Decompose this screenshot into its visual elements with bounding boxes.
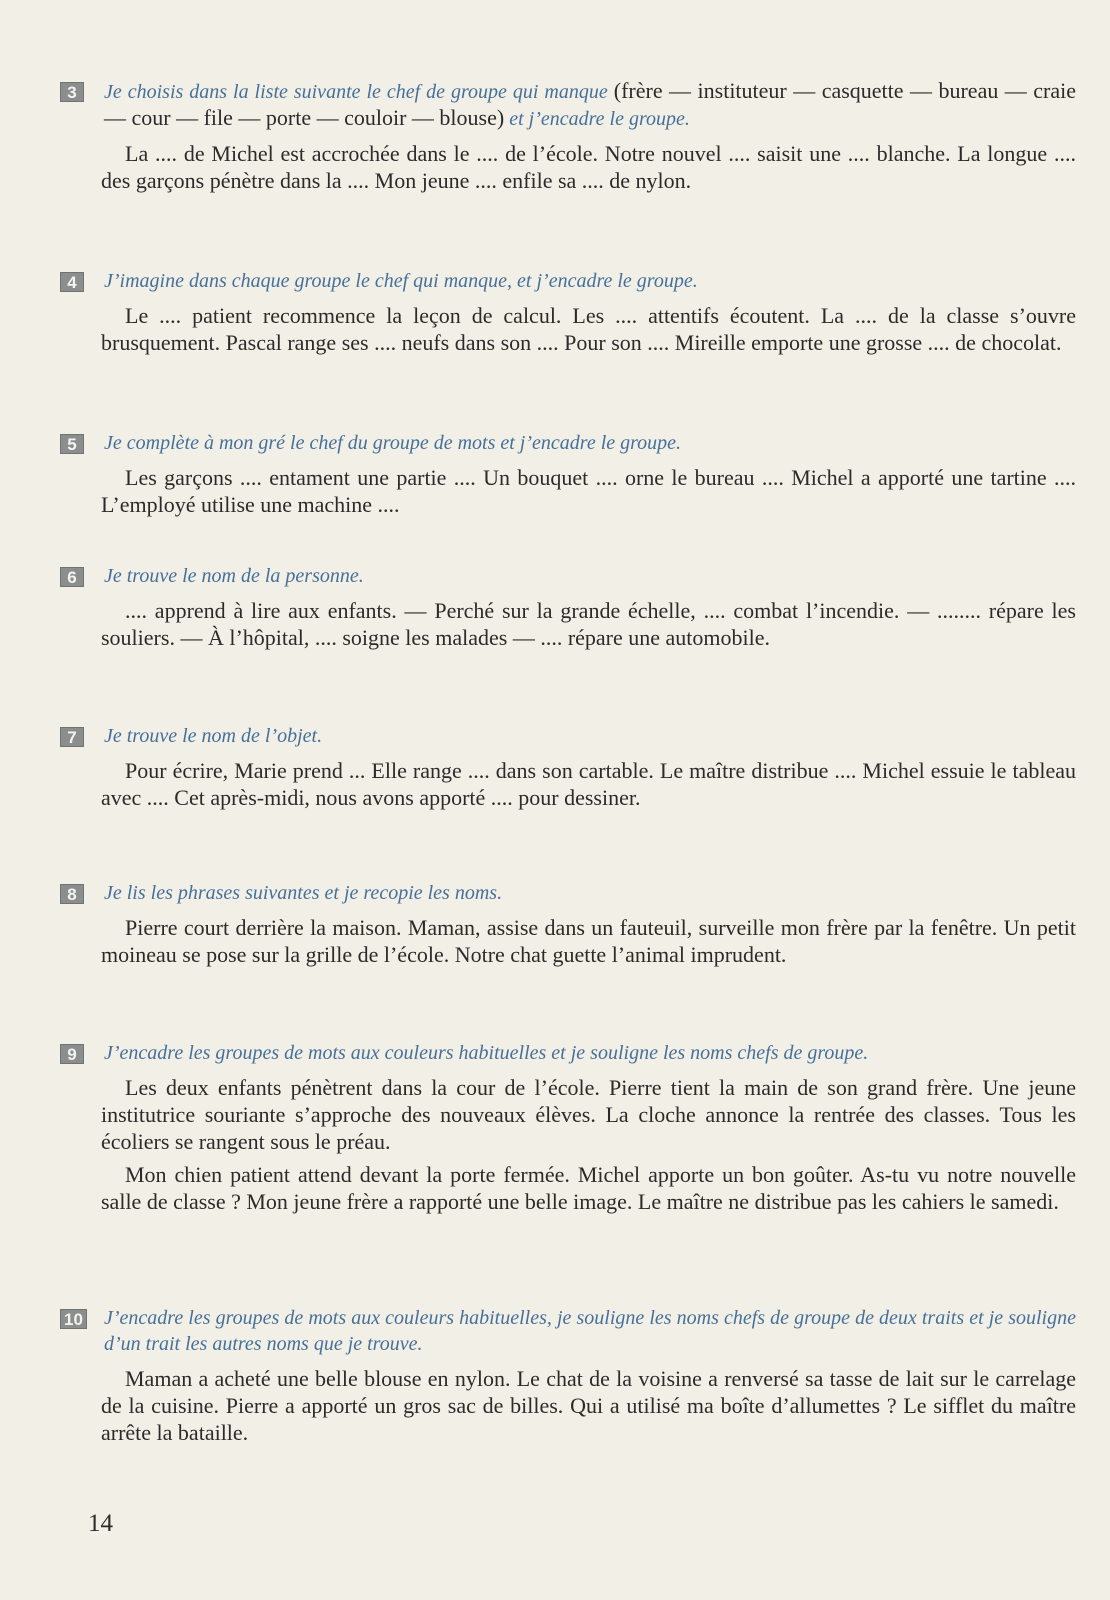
exercise-9 [56,1040,1076,1215]
exercise-number-badge: 7 [60,727,84,747]
exercise-5 [56,430,1076,518]
exercise-instruction: Je trouve le nom de la personne. [104,565,364,587]
exercise-4 [56,268,1076,356]
exercise-number-badge: 6 [60,567,84,587]
exercise-text: Mon chien patient attend devant la porte fermée. Michel apporte un bon goûter. As-tu vu notre nouvelle salle de classe ? Mon jeune frère a rapporté une belle image. Le maître ne distribue pas les cahiers le samedi. [101,1162,1076,1214]
exercise-instruction: Je trouve le nom de l’objet. [104,725,323,747]
exercise-instruction: J’encadre les groupes de mots aux couleurs habituelles, je souligne les noms chefs de groupe de deux traits et je souligne d’un trait les autres noms que je trouve. [104,1307,1076,1355]
exercise-instruction [104,78,1076,132]
exercise-text: Pour écrire, Marie prend ... Elle range .... dans son cartable. Le maître distribue .... Michel essuie le tableau avec .... Cet après-midi, nous avons apporté .... pour dessiner. [101,758,1076,810]
exercise-number-badge: 8 [60,884,84,904]
exercise-text: La .... de Michel est accrochée dans le .... de l’école. Notre nouvel .... saisit une .... blanche. La longue .... des garçons pénètre dans la .... Mon jeune .... enfile sa .... de nylon. [101,141,1076,193]
exercise-number-badge: 9 [60,1044,84,1064]
page-number: 14 [88,1510,113,1537]
exercise-text: .... apprend à lire aux enfants. — Perché sur la grande échelle, .... combat l’incendie. — ........ répare les souliers. — À l’hôpital, .... soigne les malades — .... répare une automobile. [101,598,1076,650]
exercise-instruction: Je complète à mon gré le chef du groupe de mots et j’encadre le groupe. [104,432,682,454]
exercise-7 [56,723,1076,811]
exercise-text: Les deux enfants pénètrent dans la cour de l’école. Pierre tient la main de son grand frère. Une jeune institutrice souriante s’approche des nouveaux élèves. La cloche annonce la rentrée des classes. Tous les écoliers se rangent sous le préau. [101,1075,1076,1154]
exercise-instruction: J’imagine dans chaque groupe le chef qui manque, et j’encadre le groupe. [104,270,698,292]
exercise-6 [56,563,1076,651]
exercise-text: Maman a acheté une belle blouse en nylon. Le chat de la voisine a renversé sa tasse de lait sur le carrelage de la cuisine. Pierre a apporté un gros sac de billes. Qui a utilisé ma boîte d’allumettes ? Le sifflet du maître arrête la bataille. [101,1366,1076,1445]
exercise-number-badge: 4 [60,272,84,292]
exercise-instruction: J’encadre les groupes de mots aux couleurs habituelles et je souligne les noms chefs de groupe. [104,1042,869,1064]
exercise-instruction: Je lis les phrases suivantes et je recopie les noms. [104,882,503,904]
exercise-text: Le .... patient recommence la leçon de calcul. Les .... attentifs écoutent. La .... de la classe s’ouvre brusquement. Pascal range ses .... neufs dans son .... Pour son .... Mireille emporte une grosse .... de chocolat. [101,303,1076,355]
exercise-text: Pierre court derrière la maison. Maman, assise dans un fauteuil, surveille mon frère par la fenêtre. Un petit moineau se pose sur la grille de l’école. Notre chat guette l’animal imprudent. [101,915,1076,967]
instruction-text: et j’encadre le groupe. [509,108,690,130]
exercise-number-badge: 3 [60,82,84,102]
exercise-8 [56,880,1076,968]
instruction-text: Je choisis dans la liste suivante le chef de groupe qui manque [104,81,608,103]
exercise-number-badge: 5 [60,434,84,454]
exercise-10 [56,1305,1076,1446]
exercise-3 [56,78,1076,194]
exercise-text: Les garçons .... entament une partie .... Un bouquet .... orne le bureau .... Michel a apporté une tartine .... L’employé utilise une machine .... [101,465,1076,517]
word-list: (frère — instituteur — casquette — bureau — craie — cour — file — porte — couloir — blouse) [104,78,1077,130]
exercise-number-badge: 10 [60,1309,87,1329]
